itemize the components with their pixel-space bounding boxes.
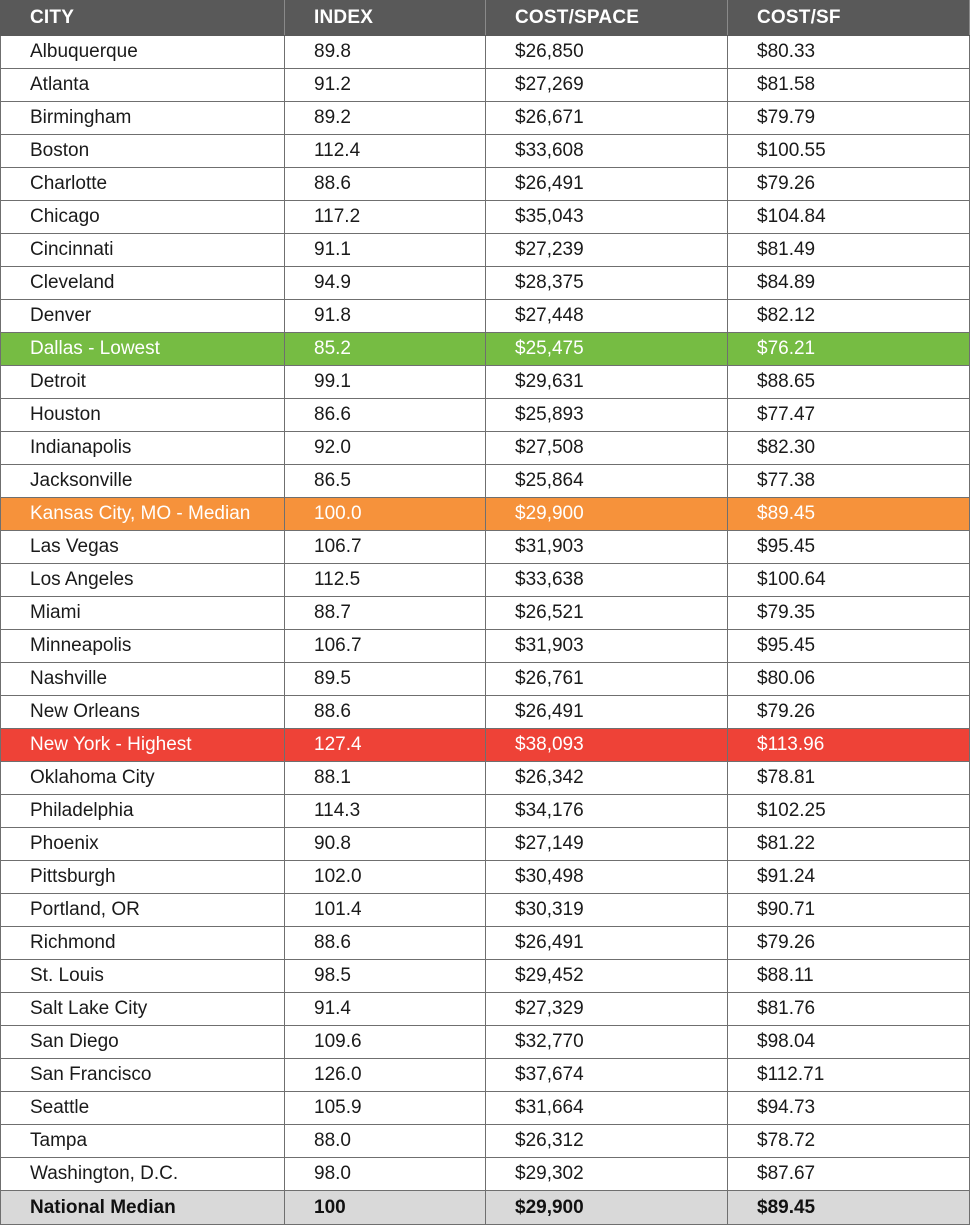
footer-cell-cost-space: $29,900 xyxy=(486,1191,728,1225)
cell-city: Pittsburgh xyxy=(1,861,285,894)
cell-cost-sf: $94.73 xyxy=(728,1092,970,1125)
cell-index: 91.8 xyxy=(285,300,486,333)
cell-city: Portland, OR xyxy=(1,894,285,927)
cell-cost-sf: $100.64 xyxy=(728,564,970,597)
cell-index: 102.0 xyxy=(285,861,486,894)
cell-cost-space: $32,770 xyxy=(486,1026,728,1059)
cell-cost-space: $27,448 xyxy=(486,300,728,333)
cell-cost-space: $31,903 xyxy=(486,531,728,564)
header-row xyxy=(1,1,970,36)
cell-city: Miami xyxy=(1,597,285,630)
table-row xyxy=(1,399,970,432)
cell-cost-sf: $81.58 xyxy=(728,69,970,102)
cell-index: 88.0 xyxy=(285,1125,486,1158)
cell-city: Salt Lake City xyxy=(1,993,285,1026)
table-row xyxy=(1,696,970,729)
cell-cost-sf: $79.79 xyxy=(728,102,970,135)
table-row xyxy=(1,564,970,597)
cell-cost-space: $37,674 xyxy=(486,1059,728,1092)
table-row-median xyxy=(1,498,970,531)
cell-index: 98.5 xyxy=(285,960,486,993)
cell-city: Indianapolis xyxy=(1,432,285,465)
cell-cost-sf: $88.11 xyxy=(728,960,970,993)
table-row xyxy=(1,1026,970,1059)
cell-city: Atlanta xyxy=(1,69,285,102)
table-row xyxy=(1,531,970,564)
table-row xyxy=(1,1125,970,1158)
cell-cost-space: $25,893 xyxy=(486,399,728,432)
table-row xyxy=(1,135,970,168)
cell-city: Las Vegas xyxy=(1,531,285,564)
table-row xyxy=(1,1059,970,1092)
cell-cost-sf: $76.21 xyxy=(728,333,970,366)
cell-index: 101.4 xyxy=(285,894,486,927)
cell-city: Minneapolis xyxy=(1,630,285,663)
cell-index: 89.8 xyxy=(285,36,486,69)
table-row xyxy=(1,597,970,630)
cell-index: 90.8 xyxy=(285,828,486,861)
cell-index: 88.7 xyxy=(285,597,486,630)
table-row xyxy=(1,795,970,828)
cell-city: Boston xyxy=(1,135,285,168)
cell-cost-space: $26,491 xyxy=(486,927,728,960)
cell-cost-sf: $98.04 xyxy=(728,1026,970,1059)
cell-cost-sf: $79.26 xyxy=(728,927,970,960)
cell-city: Albuquerque xyxy=(1,36,285,69)
cell-index: 100.0 xyxy=(285,498,486,531)
table-row xyxy=(1,432,970,465)
cell-city: Cincinnati xyxy=(1,234,285,267)
table-row xyxy=(1,630,970,663)
cell-cost-space: $27,239 xyxy=(486,234,728,267)
cell-city: St. Louis xyxy=(1,960,285,993)
table-row xyxy=(1,1092,970,1125)
cell-index: 109.6 xyxy=(285,1026,486,1059)
table-row xyxy=(1,762,970,795)
cell-cost-sf: $77.47 xyxy=(728,399,970,432)
cell-cost-sf: $79.35 xyxy=(728,597,970,630)
cell-cost-sf: $82.12 xyxy=(728,300,970,333)
cell-cost-space: $31,903 xyxy=(486,630,728,663)
cell-cost-sf: $88.65 xyxy=(728,366,970,399)
cell-index: 88.6 xyxy=(285,168,486,201)
cell-index: 114.3 xyxy=(285,795,486,828)
cell-cost-space: $26,521 xyxy=(486,597,728,630)
cell-index: 91.4 xyxy=(285,993,486,1026)
cell-cost-space: $25,475 xyxy=(486,333,728,366)
cell-index: 89.2 xyxy=(285,102,486,135)
cell-index: 92.0 xyxy=(285,432,486,465)
cell-cost-space: $26,671 xyxy=(486,102,728,135)
cell-cost-space: $27,508 xyxy=(486,432,728,465)
cell-cost-sf: $80.06 xyxy=(728,663,970,696)
table-row xyxy=(1,234,970,267)
cell-city: Jacksonville xyxy=(1,465,285,498)
cell-cost-sf: $78.72 xyxy=(728,1125,970,1158)
cell-cost-space: $29,631 xyxy=(486,366,728,399)
cell-city: Richmond xyxy=(1,927,285,960)
cell-city: Houston xyxy=(1,399,285,432)
cell-index: 91.2 xyxy=(285,69,486,102)
cell-index: 99.1 xyxy=(285,366,486,399)
cell-cost-sf: $87.67 xyxy=(728,1158,970,1191)
cell-cost-sf: $112.71 xyxy=(728,1059,970,1092)
cell-cost-sf: $81.76 xyxy=(728,993,970,1026)
cell-cost-sf: $89.45 xyxy=(728,498,970,531)
cell-index: 117.2 xyxy=(285,201,486,234)
cell-index: 112.5 xyxy=(285,564,486,597)
cell-city: Detroit xyxy=(1,366,285,399)
footer-cell-index: 100 xyxy=(285,1191,486,1225)
table-row xyxy=(1,36,970,69)
cell-index: 86.5 xyxy=(285,465,486,498)
table-row xyxy=(1,300,970,333)
table-row xyxy=(1,102,970,135)
cell-city: Denver xyxy=(1,300,285,333)
cell-city: Nashville xyxy=(1,663,285,696)
cell-cost-space: $30,319 xyxy=(486,894,728,927)
cell-city: New York - Highest xyxy=(1,729,285,762)
table-row xyxy=(1,960,970,993)
column-header-index: INDEX xyxy=(285,1,486,36)
cell-cost-space: $29,302 xyxy=(486,1158,728,1191)
cell-cost-sf: $81.22 xyxy=(728,828,970,861)
cell-cost-sf: $95.45 xyxy=(728,630,970,663)
cell-cost-space: $31,664 xyxy=(486,1092,728,1125)
cell-cost-space: $34,176 xyxy=(486,795,728,828)
column-header-cost-sf: COST/SF xyxy=(728,1,970,36)
table-header xyxy=(1,1,970,36)
column-header-cost-space: COST/SPACE xyxy=(486,1,728,36)
table-row xyxy=(1,201,970,234)
cell-index: 88.6 xyxy=(285,696,486,729)
cell-cost-space: $26,850 xyxy=(486,36,728,69)
cell-city: San Francisco xyxy=(1,1059,285,1092)
table-row-lowest xyxy=(1,333,970,366)
cell-cost-sf: $80.33 xyxy=(728,36,970,69)
cell-cost-sf: $102.25 xyxy=(728,795,970,828)
cell-cost-space: $27,149 xyxy=(486,828,728,861)
cell-cost-space: $33,638 xyxy=(486,564,728,597)
cell-cost-space: $29,900 xyxy=(486,498,728,531)
cell-index: 86.6 xyxy=(285,399,486,432)
cell-cost-space: $26,491 xyxy=(486,168,728,201)
cell-city: Tampa xyxy=(1,1125,285,1158)
cell-index: 88.6 xyxy=(285,927,486,960)
cell-cost-space: $33,608 xyxy=(486,135,728,168)
cell-cost-space: $25,864 xyxy=(486,465,728,498)
cell-cost-sf: $81.49 xyxy=(728,234,970,267)
table-row xyxy=(1,366,970,399)
cell-city: Los Angeles xyxy=(1,564,285,597)
cell-cost-space: $35,043 xyxy=(486,201,728,234)
cell-cost-sf: $77.38 xyxy=(728,465,970,498)
cell-city: Charlotte xyxy=(1,168,285,201)
table-row xyxy=(1,927,970,960)
cell-cost-sf: $100.55 xyxy=(728,135,970,168)
table-row xyxy=(1,168,970,201)
cell-cost-space: $28,375 xyxy=(486,267,728,300)
cell-cost-sf: $90.71 xyxy=(728,894,970,927)
cell-city: Chicago xyxy=(1,201,285,234)
table-row xyxy=(1,828,970,861)
table-body xyxy=(1,36,970,1225)
table-row xyxy=(1,267,970,300)
footer-cell-city: National Median xyxy=(1,1191,285,1225)
cell-cost-space: $27,329 xyxy=(486,993,728,1026)
table-row xyxy=(1,465,970,498)
cell-city: Phoenix xyxy=(1,828,285,861)
cell-cost-sf: $91.24 xyxy=(728,861,970,894)
cell-cost-space: $38,093 xyxy=(486,729,728,762)
table-row xyxy=(1,1158,970,1191)
table-row-highest xyxy=(1,729,970,762)
table-row xyxy=(1,861,970,894)
cell-index: 94.9 xyxy=(285,267,486,300)
cell-cost-sf: $79.26 xyxy=(728,696,970,729)
cell-city: Cleveland xyxy=(1,267,285,300)
cell-cost-space: $26,312 xyxy=(486,1125,728,1158)
cell-index: 98.0 xyxy=(285,1158,486,1191)
national-median-row xyxy=(1,1191,970,1225)
cell-city: Kansas City, MO - Median xyxy=(1,498,285,531)
cell-cost-space: $26,491 xyxy=(486,696,728,729)
table-row xyxy=(1,663,970,696)
cell-index: 88.1 xyxy=(285,762,486,795)
cell-index: 105.9 xyxy=(285,1092,486,1125)
cell-city: Philadelphia xyxy=(1,795,285,828)
cell-cost-sf: $95.45 xyxy=(728,531,970,564)
cell-city: Birmingham xyxy=(1,102,285,135)
cell-cost-sf: $82.30 xyxy=(728,432,970,465)
column-header-city: CITY xyxy=(1,1,285,36)
cell-city: Dallas - Lowest xyxy=(1,333,285,366)
cell-city: Seattle xyxy=(1,1092,285,1125)
cell-cost-sf: $84.89 xyxy=(728,267,970,300)
cell-index: 106.7 xyxy=(285,531,486,564)
cell-index: 126.0 xyxy=(285,1059,486,1092)
cell-cost-sf: $104.84 xyxy=(728,201,970,234)
table-row xyxy=(1,894,970,927)
cell-city: New Orleans xyxy=(1,696,285,729)
cell-cost-sf: $78.81 xyxy=(728,762,970,795)
cell-index: 91.1 xyxy=(285,234,486,267)
table-row xyxy=(1,69,970,102)
cell-city: San Diego xyxy=(1,1026,285,1059)
cell-index: 127.4 xyxy=(285,729,486,762)
cell-city: Oklahoma City xyxy=(1,762,285,795)
cell-cost-space: $26,342 xyxy=(486,762,728,795)
cell-cost-space: $26,761 xyxy=(486,663,728,696)
cell-cost-space: $29,452 xyxy=(486,960,728,993)
cell-index: 89.5 xyxy=(285,663,486,696)
cell-cost-space: $30,498 xyxy=(486,861,728,894)
cell-city: Washington, D.C. xyxy=(1,1158,285,1191)
cell-index: 85.2 xyxy=(285,333,486,366)
footer-cell-cost-sf: $89.45 xyxy=(728,1191,970,1225)
cell-index: 106.7 xyxy=(285,630,486,663)
cell-cost-sf: $79.26 xyxy=(728,168,970,201)
table-row xyxy=(1,993,970,1026)
cell-index: 112.4 xyxy=(285,135,486,168)
cell-cost-sf: $113.96 xyxy=(728,729,970,762)
cell-cost-space: $27,269 xyxy=(486,69,728,102)
